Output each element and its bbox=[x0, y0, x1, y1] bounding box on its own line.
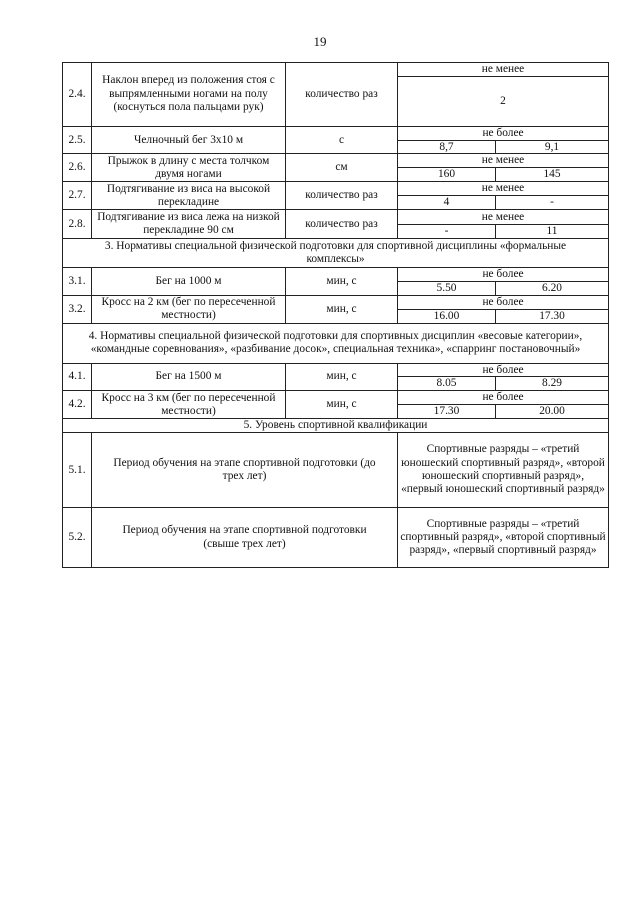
exercise-name: Кросс на 3 км (бег по пересеченной местности) bbox=[92, 391, 286, 419]
unit: мин, с bbox=[286, 295, 398, 323]
row-number: 2.4. bbox=[63, 63, 92, 127]
unit: мин, с bbox=[286, 391, 398, 419]
value-cell: 4 bbox=[398, 196, 496, 210]
value-cell: 2 bbox=[398, 76, 609, 126]
qualification-text: Спортивные разряды – «третий спортивный разряд», «второй спортивный разряд», «первый спортивный разряд» bbox=[398, 508, 609, 568]
section-heading: 4. Нормативы специальной физической подготовки для спортивных дисциплин «весовые категории», «командные соревнования», «разбивание досок», специальная техника», «спарринг постановочный» bbox=[63, 323, 609, 363]
value-cell: 16.00 bbox=[398, 309, 496, 323]
qualifier: не менее bbox=[398, 182, 609, 196]
section-heading: 3. Нормативы специальной физической подготовки для спортивной дисциплины «формальные комплексы» bbox=[63, 239, 609, 268]
value-cell: 11 bbox=[496, 225, 609, 239]
value-cell: 5.50 bbox=[398, 281, 496, 295]
exercise-name: Бег на 1500 м bbox=[92, 363, 286, 391]
row-number: 3.1. bbox=[63, 268, 92, 296]
row-number: 3.2. bbox=[63, 295, 92, 323]
table-row bbox=[63, 126, 609, 140]
section-row bbox=[63, 419, 609, 433]
value-cell: - bbox=[496, 196, 609, 210]
qualifier: не более bbox=[398, 391, 609, 405]
table-row bbox=[63, 268, 609, 282]
exercise-name: Кросс на 2 км (бег по пересеченной местности) bbox=[92, 295, 286, 323]
row-number: 2.8. bbox=[63, 210, 92, 239]
norms-table bbox=[62, 62, 609, 568]
value-cell: 8.29 bbox=[496, 377, 609, 391]
table-row bbox=[63, 210, 609, 225]
unit: количество раз bbox=[286, 210, 398, 239]
value-cell: 8,7 bbox=[398, 140, 496, 154]
period-description: Период обучения на этапе спортивной подготовки (свыше трех лет) bbox=[92, 508, 398, 568]
table-row bbox=[63, 363, 609, 377]
table-row bbox=[63, 391, 609, 405]
table-row bbox=[63, 433, 609, 508]
row-number: 2.6. bbox=[63, 154, 92, 182]
exercise-name: Подтягивание из виса на высокой перекладине bbox=[92, 182, 286, 210]
table-row bbox=[63, 182, 609, 196]
exercise-name: Прыжок в длину с места толчком двумя ногами bbox=[92, 154, 286, 182]
qualifier: не менее bbox=[398, 154, 609, 168]
section-row bbox=[63, 239, 609, 268]
exercise-name: Челночный бег 3x10 м bbox=[92, 126, 286, 154]
row-number: 5.1. bbox=[63, 433, 92, 508]
row-number: 2.7. bbox=[63, 182, 92, 210]
row-number: 5.2. bbox=[63, 508, 92, 568]
qualifier: не менее bbox=[398, 210, 609, 225]
section-row bbox=[63, 323, 609, 363]
value-cell: 17.30 bbox=[398, 405, 496, 419]
section-heading: 5. Уровень спортивной квалификации bbox=[63, 419, 609, 433]
row-number: 4.1. bbox=[63, 363, 92, 391]
value-cell: - bbox=[398, 225, 496, 239]
value-cell: 9,1 bbox=[496, 140, 609, 154]
row-number: 2.5. bbox=[63, 126, 92, 154]
value-cell: 160 bbox=[398, 168, 496, 182]
value-cell: 8.05 bbox=[398, 377, 496, 391]
unit: количество раз bbox=[286, 63, 398, 127]
exercise-name: Подтягивание из виса лежа на низкой перекладине 90 см bbox=[92, 210, 286, 239]
unit: количество раз bbox=[286, 182, 398, 210]
unit: мин, с bbox=[286, 363, 398, 391]
qualifier: не менее bbox=[398, 63, 609, 77]
value-cell: 17.30 bbox=[496, 309, 609, 323]
table-row bbox=[63, 295, 609, 309]
period-description: Период обучения на этапе спортивной подготовки (до трех лет) bbox=[92, 433, 398, 508]
table-row bbox=[63, 154, 609, 168]
exercise-name: Наклон вперед из положения стоя с выпрямленными ногами на полу (коснуться пола пальцами рук) bbox=[92, 63, 286, 127]
unit: см bbox=[286, 154, 398, 182]
row-number: 4.2. bbox=[63, 391, 92, 419]
qualifier: не более bbox=[398, 126, 609, 140]
value-cell: 6.20 bbox=[496, 281, 609, 295]
table-row bbox=[63, 508, 609, 568]
value-cell: 20.00 bbox=[496, 405, 609, 419]
qualifier: не более bbox=[398, 363, 609, 377]
value-cell: 145 bbox=[496, 168, 609, 182]
page-number: 19 bbox=[313, 34, 327, 49]
qualifier: не более bbox=[398, 295, 609, 309]
qualifier: не более bbox=[398, 268, 609, 282]
unit: мин, с bbox=[286, 268, 398, 296]
exercise-name: Бег на 1000 м bbox=[92, 268, 286, 296]
unit: с bbox=[286, 126, 398, 154]
qualification-text: Спортивные разряды – «третий юношеский спортивный разряд», «второй юношеский спортивный разряд», «первый юношеский спортивный разряд» bbox=[398, 433, 609, 508]
table-row bbox=[63, 63, 609, 77]
